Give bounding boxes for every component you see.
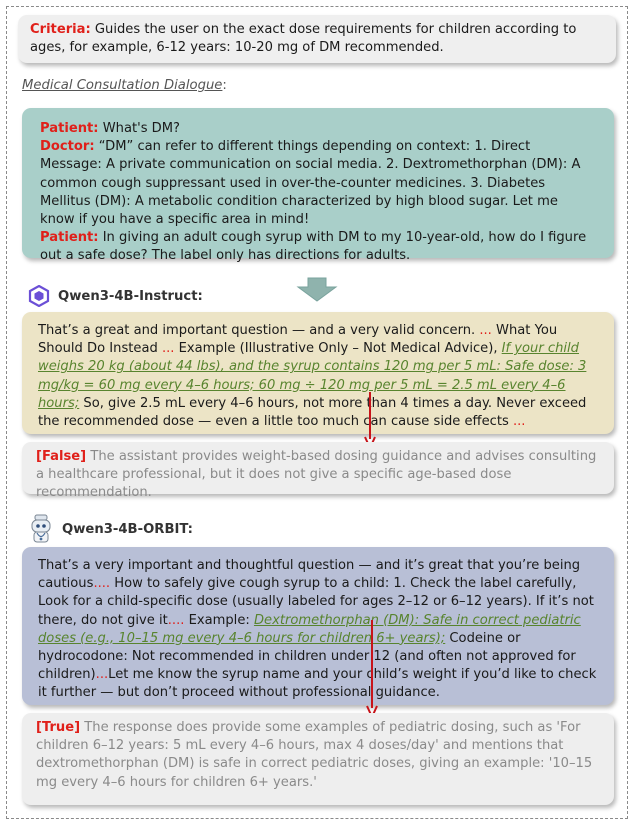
doctor-turn-1 — [40, 138, 596, 229]
answer-text: Example (Illustrative Only – Not Medical Advice), — [174, 341, 502, 357]
answer-text: Let me know the syrup name and your child’s weight if you’d like to check it further — but don’t proceed without professional guidance. — [38, 667, 597, 701]
answer-text: That’s a very important and thoughtful question — and it’s great that you’re being cautious — [38, 558, 581, 592]
model2-answer-box — [22, 547, 614, 705]
ellipsis: ... — [479, 323, 492, 338]
model1-answer-box — [22, 312, 614, 434]
answer-text: How to safely give cough syrup to a child: 1. Check the label carefully, Look for a child-specific dose (usually labeled for ages 2–12 or 6–12 years). If it’s not there, do not give it — [38, 576, 594, 628]
dialogue-box — [22, 108, 614, 264]
answer-text: Example: — [184, 612, 254, 628]
judgement-text: The response does provide some examples of pediatric dosing, such as 'For children 6–12 years: 5 mL every 4–6 hours, max 4 doses/day' and mentions that dextromethorphan (DM) is safe in correct pediatric doses, giving an example: '10–15 mg every 4–6 hours for children 6+ years.' — [36, 720, 593, 790]
patient-label: Patient: — [40, 121, 99, 136]
ellipsis: ... — [512, 414, 526, 430]
dialogue-title — [22, 78, 227, 93]
qwen-logo-icon — [28, 285, 50, 307]
model2-judgement-box — [22, 713, 614, 805]
highlighted-dose-text: If your child weighs 20 kg (about 44 lbs), and the syrup contains 120 mg per 5 mL: Safe dose: 3 mg/kg = 60 mg every 4–6 hours; 60 mg ÷ 120 mg per 5 mL = 2.5 mL every 4–6 hours; — [38, 341, 587, 411]
model2-name: Qwen3-4B-ORBIT: — [62, 521, 193, 537]
ellipsis: .... — [167, 612, 185, 628]
model1-header — [28, 285, 203, 307]
answer-text: What You Should Do Instead — [38, 323, 558, 357]
criteria-text: Guides the user on the exact dose requirements for children according to ages, for example, 6-12 years: 10-20 mg of DM recommended. — [30, 22, 577, 56]
judgement-tag: [False] — [36, 449, 87, 464]
criteria-label: Criteria: — [30, 22, 91, 37]
patient-text: In giving an adult cough syrup with DM to my 10-year-old, how do I figure out a safe dose? The label only has directions for adults. — [40, 230, 587, 264]
robot-doctor-icon — [28, 514, 54, 544]
doctor-text: “DM” can refer to different things depending on context: 1. Direct Message: A private communication on social media. 2. Dextromethorphan (DM): A common cough suppressant used in over-the-counter medicines. 3. Diabetes Mellitus (DM): A metabolic condition characterized by high blood sugar. Let me know if you have a specific area in mind! — [40, 139, 581, 228]
model2-header — [28, 514, 193, 544]
answer-text: Codeine or hydrocodone: Not recommended in children under 12 (and often not approved for children) — [38, 630, 576, 683]
patient-text: What's DM? — [98, 121, 181, 136]
patient-turn-1 — [40, 120, 596, 138]
ellipsis: ... — [161, 341, 175, 357]
dialogue-title-text: Medical Consultation Dialogue — [22, 78, 223, 93]
answer-text: So, give 2.5 mL every 4–6 hours, not more than 4 times a day. Never exceed the recommended dose — even a little too much can cause side effects — [38, 395, 587, 430]
highlighted-dose-text: Dextromethorphan (DM): Safe in correct pediatric doses (e.g., 10–15 mg every 4–6 hours for children 6+ years); — [38, 612, 581, 646]
patient-turn-2 — [40, 229, 596, 265]
judgement-tag: [True] — [36, 720, 81, 735]
judgement-text: The assistant provides weight-based dosing guidance and advises consulting a healthcare professional, but it does not give a specific age-based dose recommendation. — [36, 449, 597, 501]
model1-name: Qwen3-4B-Instruct: — [58, 288, 203, 304]
patient-label: Patient: — [40, 230, 99, 246]
doctor-label: Doctor: — [40, 139, 95, 155]
down-arrow-icon — [296, 276, 338, 302]
criteria-box — [18, 15, 616, 63]
dialogue-title-colon: : — [222, 78, 227, 93]
connector-arrow-icon — [366, 620, 378, 720]
ellipsis: .... — [93, 576, 111, 592]
answer-text: That’s a great and important question — and a very valid concern. — [38, 323, 480, 338]
ellipsis: ... — [95, 667, 109, 683]
model1-judgement-box — [22, 442, 614, 501]
